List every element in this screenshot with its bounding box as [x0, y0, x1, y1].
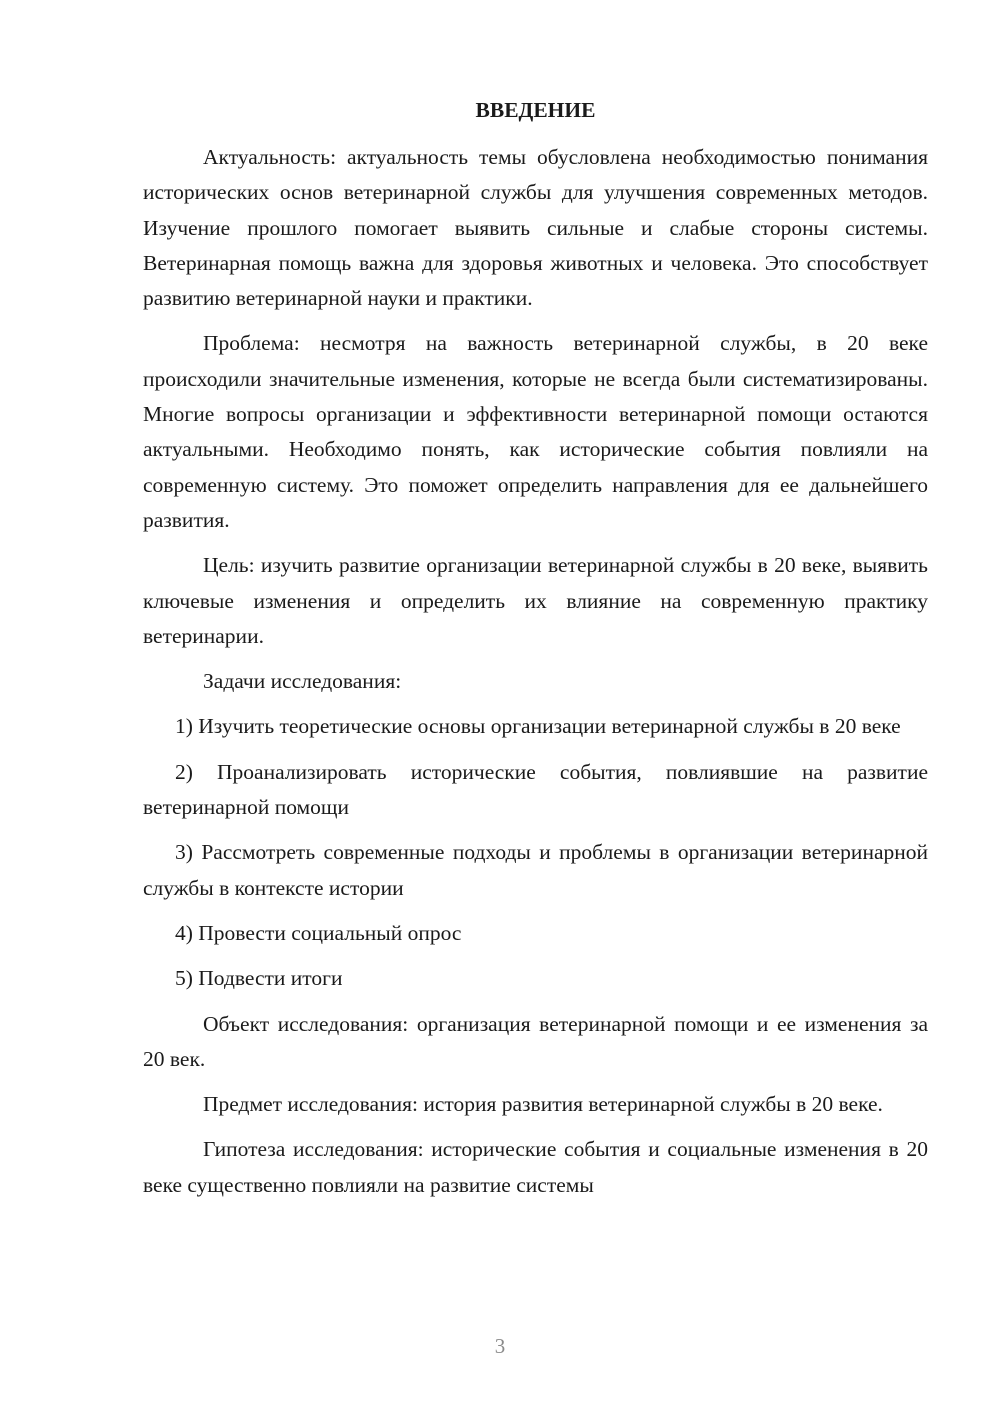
page-title: ВВЕДЕНИЕ	[475, 98, 596, 122]
task-item-4: 4) Провести социальный опрос	[175, 920, 462, 945]
paragraph-goal: Цель: изучить развитие организации ветеринарной службы в 20 веке, выявить ключевые изменения и определить их влияние на современную практику ветеринарии.	[143, 553, 928, 648]
page-number: 3	[494, 1334, 506, 1358]
paragraph-subject: Предмет исследования: история развития ветеринарной службы в 20 веке.	[203, 1092, 883, 1117]
paragraph-problem: Проблема: несмотря на важность ветеринарной службы, в 20 веке происходили значительные изменения, которые не всегда были систематизированы. Многие вопросы организации и эффективности ветеринарной помощи остаются актуальными. Необходимо понять, как исторические события повлияли на современную систему. Это поможет определить направления для ее дальнейшего развития.	[143, 331, 928, 532]
paragraph-object: Объект исследования: организация ветеринарной помощи и ее изменения за 20 век.	[143, 1011, 928, 1071]
task-item-5: 5) Подвести итоги	[175, 966, 343, 991]
paragraph-relevance: Актуальность: актуальность темы обусловлена необходимостью понимания исторических основ ветеринарной службы для улучшения современных методов. Изучение прошлого помогает выявить сильные и слабые стороны системы. Ветеринарная помощь важна для здоровья животных и человека. Это способствует развитию ветеринарной науки и практики.	[143, 145, 928, 311]
task-item-2: 2) Проанализировать исторические события, повлиявшие на развитие ветеринарной помощи	[143, 759, 928, 820]
paragraph-hypothesis: Гипотеза исследования: исторические события и социальные изменения в 20 веке существенно повлияли на развитие системы	[143, 1137, 928, 1197]
page-content	[143, 92, 928, 1213]
paragraph-tasks-heading: Задачи исследования:	[203, 669, 402, 694]
task-item-3: 3) Рассмотреть современные подходы и проблемы в организации ветеринарной службы в контексте истории	[143, 840, 928, 900]
task-item-1: 1) Изучить теоретические основы организации ветеринарной службы в 20 веке	[175, 714, 901, 739]
